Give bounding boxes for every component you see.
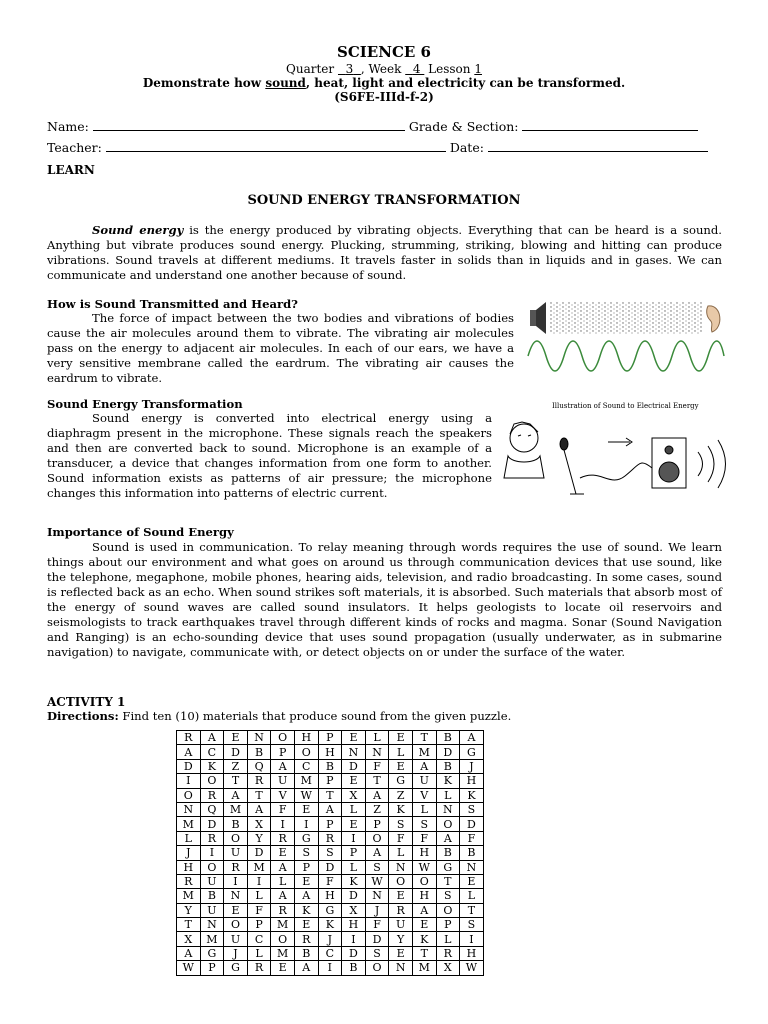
puzzle-cell[interactable]: B bbox=[436, 731, 460, 745]
puzzle-cell[interactable]: A bbox=[365, 846, 389, 860]
puzzle-cell[interactable]: Y bbox=[177, 903, 201, 917]
puzzle-cell[interactable]: C bbox=[200, 745, 224, 759]
puzzle-cell[interactable]: L bbox=[389, 846, 413, 860]
puzzle-cell[interactable]: K bbox=[436, 774, 460, 788]
puzzle-cell[interactable]: L bbox=[271, 874, 295, 888]
puzzle-cell[interactable]: Z bbox=[224, 759, 248, 773]
puzzle-cell[interactable]: G bbox=[294, 831, 318, 845]
puzzle-cell[interactable]: S bbox=[294, 846, 318, 860]
puzzle-cell[interactable]: U bbox=[412, 774, 436, 788]
puzzle-cell[interactable]: O bbox=[412, 874, 436, 888]
puzzle-cell[interactable]: O bbox=[271, 731, 295, 745]
puzzle-cell[interactable]: E bbox=[389, 759, 413, 773]
puzzle-cell[interactable]: W bbox=[460, 961, 484, 975]
puzzle-cell[interactable]: N bbox=[224, 889, 248, 903]
sine-wave-icon bbox=[528, 341, 724, 371]
puzzle-cell[interactable]: X bbox=[342, 788, 366, 802]
puzzle-cell[interactable]: L bbox=[177, 831, 201, 845]
puzzle-cell[interactable]: H bbox=[177, 860, 201, 874]
objective: Demonstrate how sound, heat, light and electricity can be transformed. bbox=[142, 76, 626, 90]
puzzle-cell[interactable]: I bbox=[460, 932, 484, 946]
puzzle-cell[interactable]: J bbox=[365, 903, 389, 917]
puzzle-cell[interactable]: P bbox=[318, 817, 342, 831]
puzzle-cell[interactable]: S bbox=[412, 817, 436, 831]
puzzle-cell[interactable]: D bbox=[460, 817, 484, 831]
puzzle-cell[interactable]: G bbox=[460, 745, 484, 759]
puzzle-cell[interactable]: H bbox=[294, 731, 318, 745]
puzzle-cell[interactable]: L bbox=[247, 946, 271, 960]
puzzle-cell[interactable]: Z bbox=[389, 788, 413, 802]
puzzle-cell[interactable]: J bbox=[177, 846, 201, 860]
puzzle-cell[interactable]: R bbox=[271, 903, 295, 917]
puzzle-cell[interactable]: S bbox=[436, 889, 460, 903]
competency-code: (S6FE-IIId-f-2) bbox=[334, 90, 434, 104]
puzzle-cell[interactable]: K bbox=[318, 918, 342, 932]
puzzle-cell[interactable]: U bbox=[200, 903, 224, 917]
puzzle-cell[interactable]: N bbox=[389, 860, 413, 874]
puzzle-cell[interactable]: Q bbox=[247, 759, 271, 773]
figure-caption: Illustration of Sound to Electrical Energy bbox=[552, 402, 699, 410]
puzzle-cell[interactable]: K bbox=[342, 874, 366, 888]
puzzle-cell[interactable]: E bbox=[271, 846, 295, 860]
puzzle-cell[interactable]: O bbox=[224, 918, 248, 932]
puzzle-cell[interactable]: B bbox=[224, 817, 248, 831]
transformation-figure bbox=[500, 398, 745, 506]
puzzle-cell[interactable]: D bbox=[177, 759, 201, 773]
puzzle-cell[interactable]: A bbox=[294, 889, 318, 903]
puzzle-cell[interactable]: B bbox=[460, 846, 484, 860]
puzzle-cell[interactable]: I bbox=[200, 846, 224, 860]
puzzle-cell[interactable]: D bbox=[342, 889, 366, 903]
puzzle-cell[interactable]: T bbox=[318, 788, 342, 802]
puzzle-cell[interactable]: A bbox=[460, 731, 484, 745]
puzzle-cell[interactable]: P bbox=[318, 731, 342, 745]
puzzle-cell[interactable]: W bbox=[365, 874, 389, 888]
puzzle-cell[interactable]: O bbox=[436, 903, 460, 917]
puzzle-cell[interactable]: H bbox=[460, 774, 484, 788]
puzzle-cell[interactable]: F bbox=[365, 918, 389, 932]
puzzle-cell[interactable]: B bbox=[436, 759, 460, 773]
puzzle-cell[interactable]: O bbox=[271, 932, 295, 946]
puzzle-cell[interactable]: O bbox=[365, 961, 389, 975]
transmitted-heading: How is Sound Transmitted and Heard? bbox=[47, 297, 298, 311]
puzzle-cell[interactable]: G bbox=[436, 860, 460, 874]
puzzle-cell[interactable]: H bbox=[318, 889, 342, 903]
puzzle-cell[interactable]: N bbox=[200, 918, 224, 932]
puzzle-cell[interactable]: O bbox=[200, 774, 224, 788]
puzzle-cell[interactable]: R bbox=[177, 731, 201, 745]
puzzle-cell[interactable]: C bbox=[294, 759, 318, 773]
puzzle-row bbox=[177, 802, 484, 816]
section-title: SOUND ENERGY TRANSFORMATION bbox=[247, 193, 521, 208]
arrow-icon bbox=[608, 438, 632, 446]
puzzle-cell[interactable]: R bbox=[224, 860, 248, 874]
puzzle-cell[interactable]: A bbox=[247, 802, 271, 816]
puzzle-cell[interactable]: T bbox=[436, 874, 460, 888]
puzzle-cell[interactable]: R bbox=[318, 831, 342, 845]
puzzle-cell[interactable]: D bbox=[436, 745, 460, 759]
puzzle-cell[interactable]: B bbox=[436, 846, 460, 860]
importance-heading: Importance of Sound Energy bbox=[47, 525, 234, 539]
puzzle-cell[interactable]: E bbox=[224, 903, 248, 917]
puzzle-cell[interactable]: G bbox=[318, 903, 342, 917]
puzzle-cell[interactable]: I bbox=[177, 774, 201, 788]
puzzle-cell[interactable]: E bbox=[294, 918, 318, 932]
puzzle-cell[interactable]: F bbox=[271, 802, 295, 816]
puzzle-cell[interactable]: M bbox=[177, 817, 201, 831]
puzzle-cell[interactable]: B bbox=[342, 961, 366, 975]
puzzle-cell[interactable]: D bbox=[342, 946, 366, 960]
activity-title: ACTIVITY 1 bbox=[47, 695, 126, 709]
teacher-field[interactable] bbox=[106, 141, 446, 152]
puzzle-row bbox=[177, 731, 484, 745]
puzzle-cell[interactable]: H bbox=[342, 918, 366, 932]
puzzle-cell[interactable]: P bbox=[247, 918, 271, 932]
puzzle-cell[interactable]: I bbox=[342, 831, 366, 845]
puzzle-cell[interactable]: M bbox=[294, 774, 318, 788]
ear-icon bbox=[707, 306, 720, 332]
puzzle-cell[interactable]: Y bbox=[247, 831, 271, 845]
puzzle-cell[interactable]: E bbox=[389, 731, 413, 745]
puzzle-cell[interactable]: K bbox=[412, 932, 436, 946]
puzzle-row bbox=[177, 788, 484, 802]
puzzle-cell[interactable]: L bbox=[342, 860, 366, 874]
puzzle-cell[interactable]: E bbox=[342, 817, 366, 831]
puzzle-cell[interactable]: V bbox=[271, 788, 295, 802]
puzzle-cell[interactable]: D bbox=[365, 932, 389, 946]
puzzle-cell[interactable]: V bbox=[412, 788, 436, 802]
puzzle-row bbox=[177, 932, 484, 946]
puzzle-cell[interactable]: P bbox=[200, 961, 224, 975]
puzzle-cell[interactable]: X bbox=[177, 932, 201, 946]
puzzle-cell[interactable]: E bbox=[224, 731, 248, 745]
puzzle-cell[interactable]: C bbox=[318, 946, 342, 960]
speaker-box-icon bbox=[652, 438, 686, 488]
air-molecules-icon bbox=[550, 302, 702, 334]
puzzle-cell[interactable]: A bbox=[412, 903, 436, 917]
puzzle-cell[interactable]: C bbox=[247, 932, 271, 946]
week-value: 4 bbox=[412, 62, 421, 76]
puzzle-cell[interactable]: F bbox=[412, 831, 436, 845]
puzzle-cell[interactable]: R bbox=[200, 831, 224, 845]
puzzle-row bbox=[177, 889, 484, 903]
puzzle-cell[interactable]: L bbox=[436, 932, 460, 946]
puzzle-cell[interactable]: M bbox=[224, 802, 248, 816]
puzzle-cell[interactable]: R bbox=[271, 831, 295, 845]
puzzle-cell[interactable]: O bbox=[224, 831, 248, 845]
puzzle-row bbox=[177, 831, 484, 845]
puzzle-cell[interactable]: H bbox=[412, 889, 436, 903]
puzzle-cell[interactable]: P bbox=[271, 745, 295, 759]
puzzle-cell[interactable]: N bbox=[365, 745, 389, 759]
puzzle-cell[interactable]: S bbox=[365, 860, 389, 874]
puzzle-cell[interactable]: M bbox=[200, 932, 224, 946]
puzzle-cell[interactable]: A bbox=[412, 759, 436, 773]
puzzle-cell[interactable]: K bbox=[294, 903, 318, 917]
puzzle-cell[interactable]: X bbox=[342, 903, 366, 917]
puzzle-cell[interactable]: E bbox=[389, 889, 413, 903]
puzzle-cell[interactable]: F bbox=[389, 831, 413, 845]
puzzle-row bbox=[177, 817, 484, 831]
puzzle-cell[interactable]: D bbox=[247, 846, 271, 860]
cable-icon bbox=[580, 463, 652, 480]
puzzle-row bbox=[177, 874, 484, 888]
puzzle-cell[interactable]: W bbox=[294, 788, 318, 802]
puzzle-cell[interactable]: H bbox=[412, 846, 436, 860]
puzzle-row bbox=[177, 946, 484, 960]
puzzle-cell[interactable]: L bbox=[389, 745, 413, 759]
puzzle-cell[interactable]: M bbox=[412, 961, 436, 975]
puzzle-cell[interactable]: S bbox=[365, 946, 389, 960]
puzzle-cell[interactable]: A bbox=[271, 889, 295, 903]
puzzle-cell[interactable]: N bbox=[342, 745, 366, 759]
puzzle-cell[interactable]: O bbox=[389, 874, 413, 888]
puzzle-cell[interactable]: R bbox=[200, 788, 224, 802]
puzzle-cell[interactable]: S bbox=[460, 918, 484, 932]
puzzle-cell[interactable]: P bbox=[342, 846, 366, 860]
puzzle-cell[interactable]: G bbox=[200, 946, 224, 960]
puzzle-cell[interactable]: U bbox=[200, 874, 224, 888]
puzzle-cell[interactable]: P bbox=[294, 860, 318, 874]
puzzle-cell[interactable]: X bbox=[436, 961, 460, 975]
puzzle-cell[interactable]: K bbox=[460, 788, 484, 802]
puzzle-cell[interactable]: A bbox=[318, 802, 342, 816]
puzzle-row bbox=[177, 759, 484, 773]
puzzle-cell[interactable]: G bbox=[224, 961, 248, 975]
puzzle-cell[interactable]: R bbox=[247, 774, 271, 788]
puzzle-cell[interactable]: E bbox=[342, 731, 366, 745]
name-field[interactable] bbox=[93, 120, 405, 131]
importance-paragraph: Sound is used in communication. To relay meaning through words requires the use of sound. We learn things about our environment and what goes on around us through communication devices that use sound, like the telephone, megaphone, mobile phones, hearing aids, television, and radio broadcasting. In some cases, sound is reflected back as an echo. When sound strikes soft materials, it is absorbed. Such materials that absorb most of the energy of sound waves are called sound insulators. It helps geologists to locate oil reservoirs and seismologists to track earthquakes travel through different kinds of rocks and magma. Sonar (Sound Navigation and Ranging) is an echo-sounding device that uses sound propagation (usually underwater, as in submarine navigation) to navigate, communicate with, or detect objects on or under the surface of the water. bbox=[47, 540, 722, 659]
puzzle-cell[interactable]: B bbox=[200, 889, 224, 903]
puzzle-cell[interactable]: N bbox=[247, 731, 271, 745]
puzzle-cell[interactable]: D bbox=[342, 759, 366, 773]
sound-arcs-icon bbox=[698, 440, 726, 488]
puzzle-cell[interactable]: F bbox=[460, 831, 484, 845]
puzzle-cell[interactable]: U bbox=[271, 774, 295, 788]
puzzle-cell[interactable]: D bbox=[318, 860, 342, 874]
puzzle-cell[interactable]: O bbox=[365, 831, 389, 845]
puzzle-cell[interactable]: A bbox=[271, 759, 295, 773]
puzzle-cell[interactable]: A bbox=[365, 788, 389, 802]
grade-section-field[interactable] bbox=[522, 120, 698, 131]
puzzle-cell[interactable]: P bbox=[318, 774, 342, 788]
puzzle-cell[interactable]: I bbox=[247, 874, 271, 888]
puzzle-cell[interactable]: T bbox=[365, 774, 389, 788]
puzzle-cell[interactable]: R bbox=[247, 961, 271, 975]
puzzle-cell[interactable]: K bbox=[200, 759, 224, 773]
puzzle-cell[interactable]: L bbox=[412, 802, 436, 816]
puzzle-row bbox=[177, 918, 484, 932]
sound-wave-figure bbox=[526, 298, 726, 376]
puzzle-cell[interactable]: Q bbox=[200, 802, 224, 816]
puzzle-cell[interactable]: Y bbox=[389, 932, 413, 946]
puzzle-cell[interactable]: I bbox=[318, 961, 342, 975]
puzzle-cell[interactable]: R bbox=[389, 903, 413, 917]
puzzle-cell[interactable]: L bbox=[460, 889, 484, 903]
teacher-date-row: Teacher: Date: bbox=[47, 140, 727, 155]
puzzle-cell[interactable]: M bbox=[271, 946, 295, 960]
puzzle-cell[interactable]: N bbox=[177, 802, 201, 816]
puzzle-cell[interactable]: U bbox=[389, 918, 413, 932]
puzzle-cell[interactable]: T bbox=[412, 946, 436, 960]
puzzle-cell[interactable]: E bbox=[412, 918, 436, 932]
puzzle-cell[interactable]: A bbox=[294, 961, 318, 975]
puzzle-cell[interactable]: W bbox=[412, 860, 436, 874]
puzzle-cell[interactable]: S bbox=[389, 817, 413, 831]
puzzle-cell[interactable]: N bbox=[389, 961, 413, 975]
puzzle-cell[interactable]: I bbox=[342, 932, 366, 946]
puzzle-cell[interactable]: E bbox=[460, 874, 484, 888]
puzzle-cell[interactable]: B bbox=[247, 745, 271, 759]
person-icon bbox=[504, 422, 544, 478]
puzzle-cell[interactable]: E bbox=[294, 874, 318, 888]
puzzle-cell[interactable]: E bbox=[342, 774, 366, 788]
puzzle-row bbox=[177, 846, 484, 860]
puzzle-cell[interactable]: S bbox=[460, 802, 484, 816]
puzzle-cell[interactable]: F bbox=[365, 759, 389, 773]
puzzle-cell[interactable]: T bbox=[460, 903, 484, 917]
transformation-paragraph: Sound energy is converted into electrical energy using a diaphragm present in the microphone. These signals reach the speakers and then are converted back to sound. Microphone is an example of a transducer, a device that changes information from one form to another. Sound information exists as patterns of air pressure; the microphone changes this information into patterns of electric current. bbox=[47, 411, 492, 500]
puzzle-cell[interactable]: U bbox=[224, 932, 248, 946]
puzzle-cell[interactable]: W bbox=[177, 961, 201, 975]
puzzle-cell[interactable]: P bbox=[436, 918, 460, 932]
puzzle-cell[interactable]: R bbox=[177, 874, 201, 888]
puzzle-row bbox=[177, 961, 484, 975]
puzzle-cell[interactable]: J bbox=[318, 932, 342, 946]
puzzle-cell[interactable]: O bbox=[436, 817, 460, 831]
puzzle-cell[interactable]: T bbox=[177, 918, 201, 932]
puzzle-row bbox=[177, 903, 484, 917]
puzzle-cell[interactable]: O bbox=[177, 788, 201, 802]
puzzle-cell[interactable]: E bbox=[294, 802, 318, 816]
puzzle-cell[interactable]: U bbox=[224, 846, 248, 860]
activity-directions: Directions: Find ten (10) materials that produce sound from the given puzzle. bbox=[47, 709, 512, 723]
puzzle-cell[interactable]: E bbox=[389, 946, 413, 960]
puzzle-cell[interactable]: A bbox=[271, 860, 295, 874]
puzzle-cell[interactable]: I bbox=[224, 874, 248, 888]
puzzle-cell[interactable]: H bbox=[460, 946, 484, 960]
lesson-value: 1 bbox=[474, 62, 482, 76]
puzzle-cell[interactable]: X bbox=[247, 817, 271, 831]
puzzle-cell[interactable]: J bbox=[224, 946, 248, 960]
puzzle-cell[interactable]: A bbox=[436, 831, 460, 845]
puzzle-cell[interactable]: L bbox=[436, 788, 460, 802]
puzzle-row bbox=[177, 745, 484, 759]
intro-paragraph: Sound energy is the energy produced by vibrating objects. Everything that can be heard is a sound. Anything but vibrate produces sound energy. Plucking, strumming, striking, blowing and hitting can produce vibrations. Sound travels at different mediums. It travels faster in solids than in liquids and in gases. We can communicate and understand one another because of sound. bbox=[47, 223, 722, 282]
puzzle-cell[interactable]: D bbox=[200, 817, 224, 831]
quarter-week-lesson: Quarter 3 , Week 4 Lesson 1 bbox=[286, 62, 482, 76]
puzzle-cell[interactable]: L bbox=[365, 731, 389, 745]
puzzle-cell[interactable]: K bbox=[389, 802, 413, 816]
puzzle-cell[interactable]: P bbox=[365, 817, 389, 831]
puzzle-cell[interactable]: B bbox=[318, 759, 342, 773]
puzzle-cell[interactable]: N bbox=[436, 802, 460, 816]
puzzle-cell[interactable]: T bbox=[247, 788, 271, 802]
date-field[interactable] bbox=[488, 141, 708, 152]
puzzle-cell[interactable]: O bbox=[294, 745, 318, 759]
name-grade-row: Name: Grade & Section: bbox=[47, 119, 727, 134]
word-search-puzzle[interactable] bbox=[176, 730, 484, 976]
puzzle-cell[interactable]: A bbox=[224, 788, 248, 802]
puzzle-cell[interactable]: I bbox=[271, 817, 295, 831]
puzzle-cell[interactable]: I bbox=[294, 817, 318, 831]
puzzle-cell[interactable]: R bbox=[436, 946, 460, 960]
puzzle-cell[interactable]: L bbox=[247, 889, 271, 903]
puzzle-cell[interactable]: M bbox=[271, 918, 295, 932]
puzzle-cell[interactable]: N bbox=[460, 860, 484, 874]
puzzle-cell[interactable]: A bbox=[200, 731, 224, 745]
subject-title: SCIENCE 6 bbox=[337, 43, 431, 61]
puzzle-cell[interactable]: E bbox=[271, 961, 295, 975]
puzzle-cell[interactable]: M bbox=[412, 745, 436, 759]
learn-label: LEARN bbox=[47, 163, 95, 177]
puzzle-cell[interactable]: S bbox=[318, 846, 342, 860]
puzzle-cell[interactable]: O bbox=[200, 860, 224, 874]
puzzle-cell[interactable]: A bbox=[177, 946, 201, 960]
puzzle-cell[interactable]: R bbox=[294, 932, 318, 946]
puzzle-cell[interactable]: J bbox=[460, 759, 484, 773]
transformation-heading: Sound Energy Transformation bbox=[47, 397, 243, 411]
microphone-icon bbox=[560, 438, 584, 494]
puzzle-row bbox=[177, 774, 484, 788]
puzzle-row bbox=[177, 860, 484, 874]
puzzle-cell[interactable]: H bbox=[318, 745, 342, 759]
puzzle-cell[interactable]: M bbox=[177, 889, 201, 903]
puzzle-cell[interactable]: F bbox=[247, 903, 271, 917]
puzzle-cell[interactable]: F bbox=[318, 874, 342, 888]
speaker-icon bbox=[530, 302, 546, 334]
puzzle-cell[interactable]: T bbox=[412, 731, 436, 745]
puzzle-cell[interactable]: N bbox=[365, 889, 389, 903]
puzzle-cell[interactable]: Z bbox=[365, 802, 389, 816]
puzzle-cell[interactable]: T bbox=[224, 774, 248, 788]
puzzle-cell[interactable]: A bbox=[177, 745, 201, 759]
puzzle-cell[interactable]: B bbox=[294, 946, 318, 960]
puzzle-cell[interactable]: M bbox=[247, 860, 271, 874]
puzzle-cell[interactable]: G bbox=[389, 774, 413, 788]
transmitted-paragraph: The force of impact between the two bodies and vibrations of bodies cause the air molecules around them to vibrate. The vibrating air molecules pass on the energy to adjacent air molecules. In each of our ears, we have a very sensitive membrane called the eardrum. The vibrating air causes the eardrum to vibrate. bbox=[47, 311, 514, 385]
puzzle-cell[interactable]: L bbox=[342, 802, 366, 816]
quarter-value: 3 bbox=[345, 62, 354, 76]
puzzle-cell[interactable]: D bbox=[224, 745, 248, 759]
